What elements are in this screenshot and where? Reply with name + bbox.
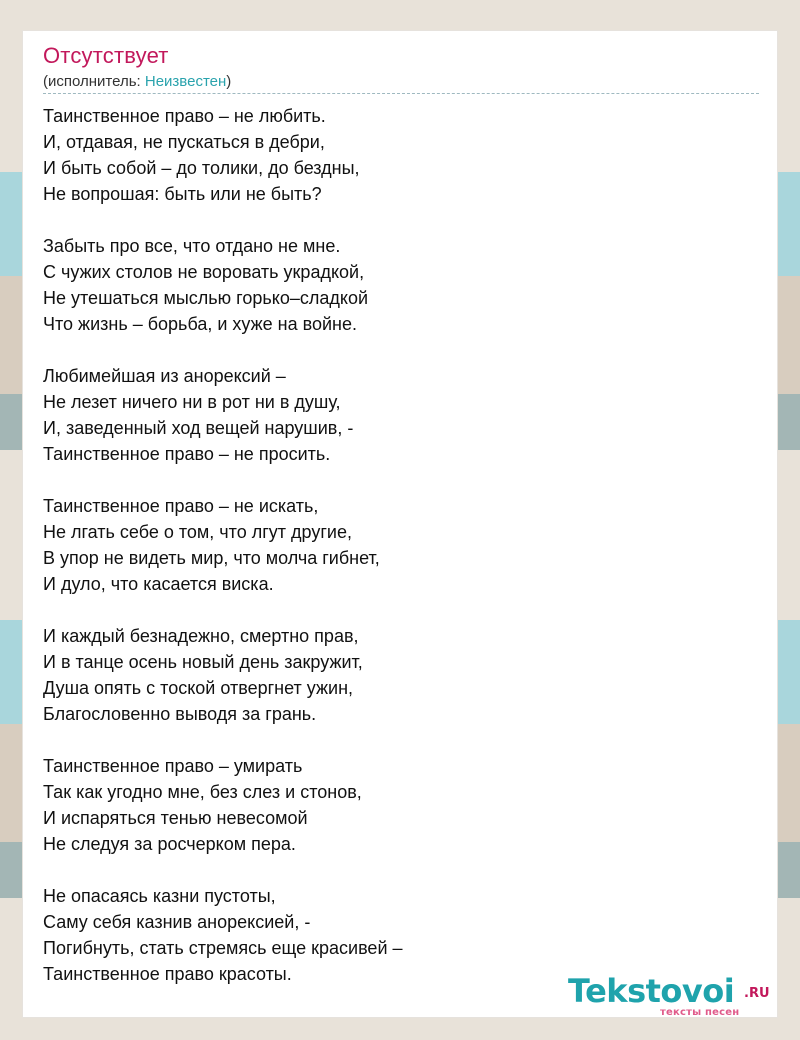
lyric-line: Не вопрошая: быть или не быть?: [43, 184, 322, 204]
lyric-line: И дуло, что касается виска.: [43, 574, 274, 594]
lyric-line: И каждый безнадежно, смертно прав,: [43, 626, 359, 646]
lyric-line: И испаряться тенью невесомой: [43, 808, 308, 828]
stanza: [43, 753, 743, 857]
artist-line: [43, 73, 231, 90]
stanza: [43, 363, 743, 467]
lyric-line: И в танце осень новый день закружит,: [43, 652, 363, 672]
stanza: [43, 103, 743, 207]
lyric-line: Благословенно выводя за грань.: [43, 704, 317, 724]
artist-suffix: ): [226, 73, 232, 90]
lyric-line: Не утешаться мыслью горько–сладкой: [43, 288, 369, 308]
lyric-line: И быть собой – до толики, до бездны,: [43, 158, 360, 178]
lyric-line: Таинственное право – умирать: [43, 756, 303, 776]
lyric-line: Не лгать себе о том, что лгут другие,: [43, 522, 352, 542]
lyric-line: Не следуя за росчерком пера.: [43, 834, 296, 854]
lyric-line: Душа опять с тоской отвергнет ужин,: [43, 678, 354, 698]
lyric-line: Таинственное право красоты.: [43, 964, 292, 984]
song-title: Отсутствует: [43, 43, 169, 68]
lyric-line: Таинственное право – не любить.: [43, 106, 326, 126]
logo-tld: .RU: [744, 986, 770, 1001]
artist-link[interactable]: Неизвестен: [144, 73, 227, 90]
lyric-line: И, заведенный ход вещей нарушив, -: [43, 418, 354, 438]
lyrics-card: [22, 30, 778, 1018]
lyric-line: И, отдавая, не пускаться в дебри,: [43, 132, 325, 152]
lyrics-body: [43, 103, 743, 987]
lyric-line: Таинственное право – не просить.: [43, 444, 331, 464]
lyric-line: Саму себя казнив анорексией, -: [43, 912, 311, 932]
lyric-line: Таинственное право – не искать,: [43, 496, 319, 516]
lyric-line: В упор не видеть мир, что молча гибнет,: [43, 548, 380, 568]
lyric-line: Что жизнь – борьба, и хуже на войне.: [43, 314, 357, 334]
stanza: [43, 493, 743, 597]
lyric-line: Не лезет ничего ни в рот ни в душу,: [43, 392, 341, 412]
lyric-line: Забыть про все, что отдано не мне.: [43, 236, 341, 256]
site-logo[interactable]: [568, 972, 778, 1020]
logo-tagline: тексты песен: [660, 1007, 740, 1018]
artist-prefix: (исполнитель:: [43, 73, 145, 90]
lyric-line: С чужих столов не воровать украдкой,: [43, 262, 365, 282]
stanza: [43, 623, 743, 727]
lyric-line: Любимейшая из анорексий –: [43, 366, 286, 386]
lyric-line: Не опасаясь казни пустоты,: [43, 886, 276, 906]
logo-wordmark: Tekstovoi: [568, 972, 735, 1010]
title-divider: [43, 93, 759, 94]
lyric-line: Так как угодно мне, без слез и стонов,: [43, 782, 362, 802]
stanza: [43, 233, 743, 337]
lyric-line: Погибнуть, стать стремясь еще красивей –: [43, 938, 403, 958]
